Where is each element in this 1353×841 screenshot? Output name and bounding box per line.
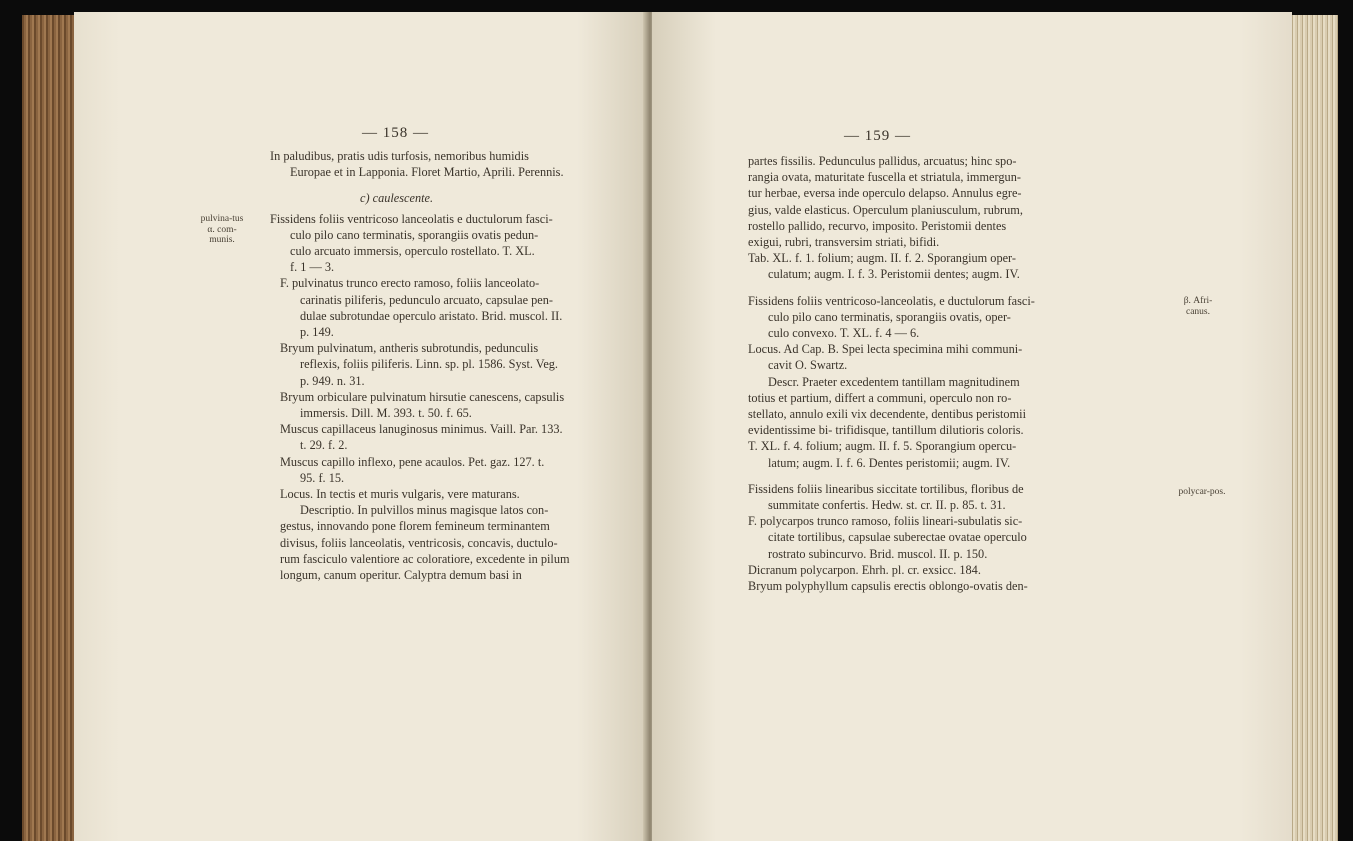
text-line: latum; augm. I. f. 6. Dentes peristomii; augm. IV. [768, 455, 1011, 470]
text-line: Fissidens foliis linearibus siccitate tortilibus, floribus de [748, 481, 1024, 496]
left-page [74, 12, 646, 841]
text-line: F. polycarpos trunco ramoso, foliis lineari-subulatis sic- [748, 514, 1023, 529]
text-line: Fissidens foliis ventricoso-lanceolatis, e ductulorum fasci- [748, 293, 1035, 308]
text-line: tur herbae, eversa inde operculo delapso. Annulus egre- [748, 186, 1022, 201]
margin-note-right-1: β. Afri-canus. [1183, 296, 1213, 317]
text-line: carinatis piliferis, pedunculo arcuato, capsulae pen- [300, 292, 554, 307]
text-line: citate tortilibus, capsulae suberectae ovatae operculo [768, 530, 1027, 545]
page-number-left: — 158 — [362, 125, 429, 141]
margin-note-right-2: polycar-pos. [1178, 487, 1226, 497]
text-line: immersis. Dill. M. 393. t. 50. f. 65. [300, 406, 472, 421]
text-line: exigui, rubri, transversim striati, bifidi. [748, 235, 940, 250]
text-line: p. 949. n. 31. [300, 373, 365, 388]
text-line: culo pilo cano terminatis, sporangiis ovatis pedun- [290, 227, 539, 242]
text-line: rostello pallido, recurvo, imposito. Peristomii dentes [748, 218, 1007, 233]
text-line: culo arcuato immersis, operculo rostellato. T. XL. [290, 244, 535, 259]
page-number-right: — 159 — [844, 128, 911, 144]
text-line: rum fasciculo valentiore ac coloratiore, excedente in pilum [280, 551, 570, 566]
text-line: Muscus capillaceus lanuginosus minimus. Vaill. Par. 133. [280, 422, 563, 437]
text-line: gestus, innovando pone florem femineum terminantem [280, 519, 550, 534]
text-line: 95. f. 15. [300, 470, 345, 485]
text-line: Bryum polyphyllum capsulis erectis oblongo-ovatis den- [748, 579, 1028, 594]
section-heading: c) caulescente. [360, 191, 434, 206]
text-line: Fissidens foliis ventricoso lanceolatis e ductulorum fasci- [270, 211, 553, 226]
text-line: rangia ovata, maturitate fuscella et striatula, immergun- [748, 170, 1021, 185]
text-line: Locus. Ad Cap. B. Spei lecta specimina mihi communi- [748, 342, 1023, 357]
text-line: gius, valde elasticus. Operculum planiusculum, rubrum, [748, 202, 1023, 217]
text-line: Dicranum polycarpon. Ehrh. pl. cr. exsicc. 184. [748, 562, 981, 577]
text-line: Locus. In tectis et muris vulgaris, vere maturans. [280, 487, 520, 502]
right-page [652, 12, 1292, 841]
text-line: longum, canum operitur. Calyptra demum basi in [280, 568, 522, 583]
text-line: Descriptio. In pulvillos minus magisque latos con- [300, 503, 549, 518]
text-line: divisus, foliis lanceolatis, ventricosis, concavis, ductulo- [280, 535, 558, 550]
text-line: Descr. Praeter excedentem tantillam magnitudinem [768, 374, 1020, 389]
text-line: Bryum pulvinatum, antheris subrotundis, pedunculis [280, 341, 539, 356]
text-line: Muscus capillo inflexo, pene acaulos. Pet. gaz. 127. t. [280, 454, 545, 469]
text-line: culo pilo cano terminatis, sporangiis ovatis, oper- [768, 309, 1011, 324]
text-line: Tab. XL. f. 1. folium; augm. II. f. 2. Sporangium oper- [748, 251, 1017, 266]
text-line: totius et partium, differt a communi, operculo non ro- [748, 390, 1012, 405]
text-line: partes fissilis. Pedunculus pallidus, arcuatus; hinc spo- [748, 154, 1017, 168]
text-line: cavit O. Swartz. [768, 358, 848, 373]
text-line: dulae subrotundae operculo aristato. Brid. muscol. II. [300, 308, 563, 323]
text-line: p. 149. [300, 325, 334, 340]
text-line: T. XL. f. 4. folium; augm. II. f. 5. Sporangium opercu- [748, 439, 1017, 454]
text-line: rostrato subincurvo. Brid. muscol. II. p. 150. [768, 546, 988, 561]
text-line: t. 29. f. 2. [300, 438, 348, 453]
text-line: evidentissime bi- trifidisque, tantillum dilutioris coloris. [748, 423, 1024, 438]
right-page-text [748, 153, 1162, 594]
text-line: In paludibus, pratis udis turfosis, nemoribus humidis [270, 149, 529, 163]
text-line: summitate confertis. Hedw. st. cr. II. p. 85. t. 31. [768, 498, 1006, 513]
text-line: stellato, annulo exili vix decendente, dentibus peristomii [748, 407, 1026, 422]
text-line: culatum; augm. I. f. 3. Peristomii dentes; augm. IV. [768, 267, 1020, 282]
text-line: Bryum orbiculare pulvinatum hirsutie canescens, capsulis [280, 389, 565, 404]
text-line: f. 1 — 3. [290, 260, 335, 275]
text-line: culo convexo. T. XL. f. 4 — 6. [768, 326, 920, 341]
text-line: reflexis, foliis piliferis. Linn. sp. pl. 1586. Syst. Veg. [300, 357, 558, 372]
left-page-edges [22, 15, 75, 841]
left-page-text [270, 148, 670, 583]
text-line: F. pulvinatus trunco erecto ramoso, foliis lanceolato- [280, 276, 540, 291]
right-page-edges [1290, 15, 1338, 841]
text-line: Europae et in Lapponia. Floret Martio, Aprili. Perennis. [290, 165, 564, 180]
margin-note-left: pulvina-tus α. com-munis. [200, 214, 244, 245]
